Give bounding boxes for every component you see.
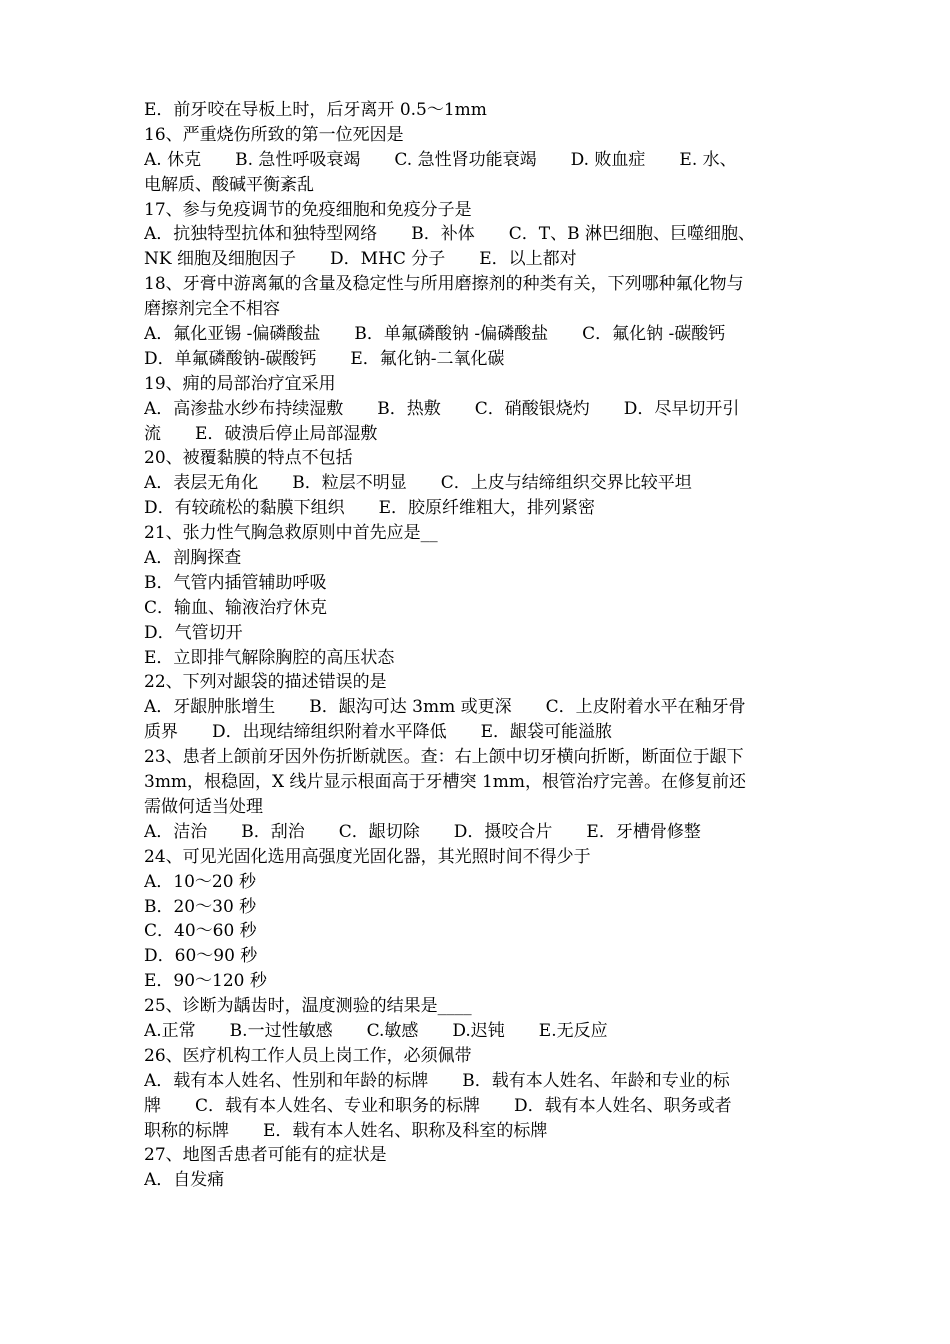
- options-19-cont: 流 E．破溃后停止局部湿敷: [144, 423, 378, 444]
- question-21: 21、张力性气胸急救原则中首先应是__: [144, 523, 438, 544]
- options-20: A．表层无角化 B．粒层不明显 C．上皮与结缔组织交界比较平坦: [144, 473, 692, 494]
- question-23-cont2: 需做何适当处理: [144, 796, 263, 817]
- question-19: 19、痈的局部治疗宜采用: [144, 373, 336, 394]
- options-17-cont: NK 细胞及细胞因子 D．MHC 分子 E．以上都对: [144, 249, 577, 270]
- question-20: 20、被覆黏膜的特点不包括: [144, 448, 353, 469]
- option-24-d: D．60～90 秒: [144, 946, 258, 967]
- option-21-d: D．气管切开: [144, 622, 243, 643]
- option-24-c: C．40～60 秒: [144, 921, 257, 942]
- option-21-b: B．气管内插管辅助呼吸: [144, 572, 327, 593]
- options-22-cont: 质界 D．出现结缔组织附着水平降低 E．龈袋可能溢脓: [144, 722, 613, 743]
- option-27-a: A．自发痛: [144, 1170, 225, 1191]
- options-16-cont: 电解质、酸碱平衡紊乱: [144, 174, 314, 195]
- document-page: [144, 98, 810, 1193]
- question-22: 22、下列对龈袋的描述错误的是: [144, 672, 387, 693]
- options-18: A．氟化亚锡 -偏磷酸盐 B．单氟磷酸钠 -偏磷酸盐 C．氟化钠 -碳酸钙: [144, 324, 726, 345]
- options-17: A．抗独特型抗体和独特型网络 B．补体 C．T、B 淋巴细胞、巨噬细胞、: [144, 224, 756, 245]
- options-25: A.正常 B.一过性敏感 C.敏感 D.迟钝 E.无反应: [144, 1020, 608, 1041]
- option-24-a: A．10～20 秒: [144, 871, 256, 892]
- options-22: A．牙龈肿胀增生 B．龈沟可达 3mm 或更深 C．上皮附着水平在釉牙骨: [144, 697, 746, 718]
- question-18: 18、牙膏中游离氟的含量及稳定性与所用磨擦剂的种类有关，下列哪种氟化物与: [144, 274, 744, 295]
- option-21-a: A．剖胸探查: [144, 548, 242, 569]
- question-23-cont: 3mm，根稳固，X 线片显示根面高于牙槽突 1mm，根管治疗完善。在修复前还: [144, 772, 747, 793]
- option-21-c: C．输血、输液治疗休克: [144, 597, 328, 618]
- options-26-cont2: 职称的标牌 E．载有本人姓名、职称及科室的标牌: [144, 1120, 548, 1141]
- options-16: A. 休克 B. 急性呼吸衰竭 C. 急性肾功能衰竭 D. 败血症 E. 水、: [144, 149, 737, 170]
- option-21-e: E．立即排气解除胸腔的高压状态: [144, 647, 395, 668]
- question-27: 27、地图舌患者可能有的症状是: [144, 1145, 387, 1166]
- text-line: E．前牙咬在导板上时，后牙离开 0.5～1mm: [144, 100, 487, 120]
- option-24-e: E．90～120 秒: [144, 971, 267, 992]
- options-23: A．洁治 B．刮治 C．龈切除 D．摄咬合片 E．牙槽骨修整: [144, 821, 701, 842]
- options-20-cont: D．有较疏松的黏膜下组织 E．胶原纤维粗大，排列紧密: [144, 498, 596, 519]
- question-26: 26、医疗机构工作人员上岗工作，必须佩带: [144, 1045, 472, 1066]
- question-23: 23、患者上颌前牙因外伤折断就医。查：右上颌中切牙横向折断，断面位于龈下: [144, 747, 744, 768]
- question-16: 16、严重烧伤所致的第一位死因是: [144, 124, 404, 145]
- question-17: 17、参与免疫调节的免疫细胞和免疫分子是: [144, 199, 472, 220]
- options-26-cont: 牌 C．载有本人姓名、专业和职务的标牌 D．载有本人姓名、职务或者: [144, 1095, 732, 1116]
- question-18-cont: 磨擦剂完全不相容: [144, 299, 280, 320]
- options-26: A．载有本人姓名、性别和年龄的标牌 B．载有本人姓名、年龄和专业的标: [144, 1070, 730, 1091]
- option-24-b: B．20～30 秒: [144, 896, 257, 917]
- options-19: A．高渗盐水纱布持续湿敷 B．热敷 C．硝酸银烧灼 D．尽早切开引: [144, 398, 740, 419]
- question-25: 25、诊断为龋齿时，温度测验的结果是____: [144, 996, 472, 1017]
- question-24: 24、可见光固化选用高强度光固化器，其光照时间不得少于: [144, 846, 591, 867]
- options-18-cont: D．单氟磷酸钠-碳酸钙 E．氟化钠-二氧化碳: [144, 348, 505, 369]
